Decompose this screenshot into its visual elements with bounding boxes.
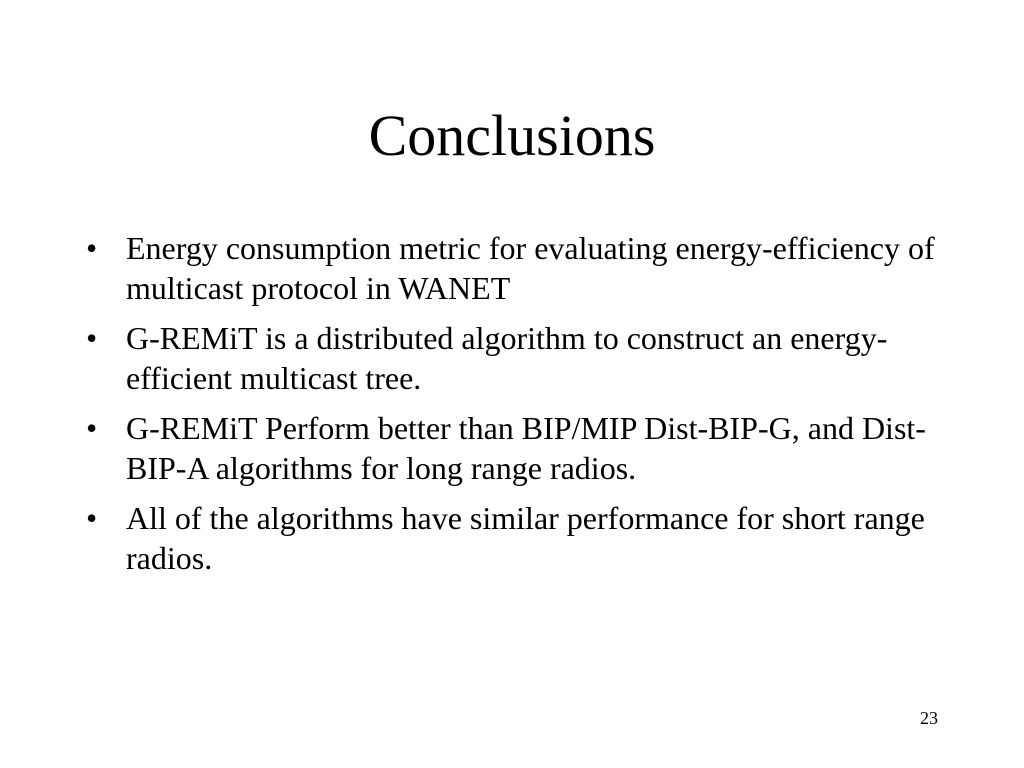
bullet-icon: • [86,230,98,266]
bullet-text: Energy consumption metric for evaluating energy-efficiency of multicast protocol in WANET [126,230,935,306]
bullet-item [80,228,950,308]
bullet-icon: • [86,500,98,536]
bullet-text: All of the algorithms have similar performance for short range radios. [126,500,925,576]
bullet-text: G-REMiT is a distributed algorithm to construct an energy-efficient multicast tree. [126,320,888,396]
page-number: 23 [920,708,938,728]
slide-title: Conclusions [368,103,656,168]
bullet-item [80,498,950,578]
bullet-icon: • [86,410,98,446]
bullet-item [80,318,950,398]
bullet-item [80,408,950,488]
bullet-text: G-REMiT Perform better than BIP/MIP Dist-BIP-G, and Dist-BIP-A algorithms for long range radios. [126,410,926,486]
bullet-list [80,228,950,588]
bullet-icon: • [86,320,98,356]
